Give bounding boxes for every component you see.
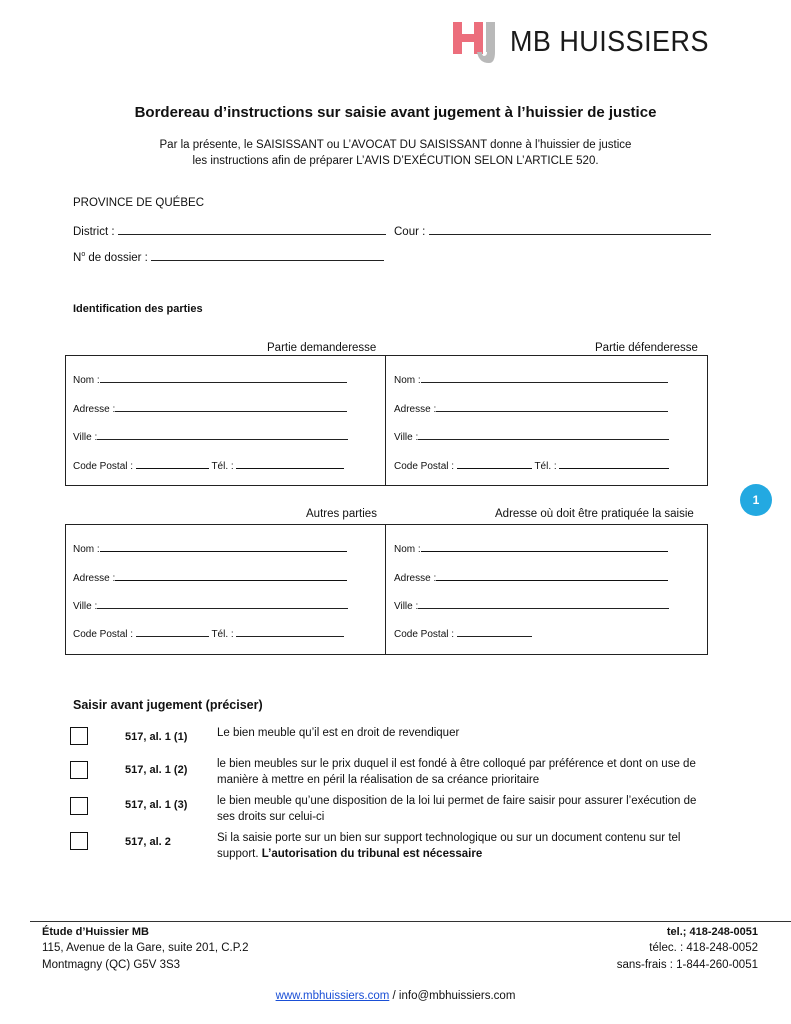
defenderesse-code-postal-field[interactable] bbox=[457, 458, 532, 469]
intro-line-1: Par la présente, le SAISISSANT ou L’AVOCAT DU SAISISSANT donne à l’huissier de justice bbox=[159, 139, 632, 151]
footer-sans-frais: sans-frais : 1-844-260-0051 bbox=[616, 959, 758, 971]
parties-box-2-divider bbox=[385, 524, 386, 655]
footer-telec: télec. : 418-248-0052 bbox=[649, 942, 758, 954]
parties-heading: Identification des parties bbox=[73, 303, 203, 315]
saisie-nom-field[interactable] bbox=[421, 541, 668, 552]
page-badge: 1 bbox=[740, 484, 772, 516]
footer-divider bbox=[30, 921, 791, 922]
option-4-ref: 517, al. 2 bbox=[125, 836, 171, 848]
adresse-label: Adresse : bbox=[394, 404, 437, 415]
ville-label: Ville : bbox=[73, 601, 98, 612]
district-label: District : bbox=[73, 226, 115, 238]
dossier-field[interactable] bbox=[151, 250, 384, 261]
code-postal-label: Code Postal : bbox=[73, 629, 134, 640]
demanderesse-code-postal-field[interactable] bbox=[136, 458, 209, 469]
option-3-checkbox[interactable] bbox=[70, 797, 88, 815]
parties-box-1-divider bbox=[385, 355, 386, 486]
cour-field[interactable] bbox=[429, 224, 711, 235]
intro-line-2: les instructions afin de préparer L’AVIS D’EXÉCUTION SELON L’ARTICLE 520. bbox=[192, 155, 599, 167]
option-4-bold-text: L’autorisation du tribunal est nécessaire bbox=[261, 848, 483, 860]
option-4-text: Si la saisie porte sur un bien sur support technologique ou sur un document contenu sur tel support. L’autorisation du tribunal est nécessaire bbox=[217, 832, 681, 860]
email-text[interactable]: info@mbhuissiers.com bbox=[398, 990, 516, 1002]
nom-label: Nom : bbox=[394, 544, 421, 555]
autres-nom-field[interactable] bbox=[100, 541, 347, 552]
defenderesse-nom-field[interactable] bbox=[421, 372, 668, 383]
option-1-text: Le bien meuble qu’il est en droit de revendiquer bbox=[217, 727, 460, 739]
option-1-checkbox[interactable] bbox=[70, 727, 88, 745]
option-1-ref: 517, al. 1 (1) bbox=[125, 731, 188, 743]
cour-label: Cour : bbox=[394, 226, 426, 238]
nom-label: Nom : bbox=[73, 375, 100, 386]
footer-address-1: 115, Avenue de la Gare, suite 201, C.P.2 bbox=[42, 942, 249, 954]
dossier-label: $N^o$ de dossier : bbox=[73, 251, 148, 264]
option-3-text: le bien meuble qu’une disposition de la loi lui permet de faire saisir pour assurer l’exécution de ses droits sur celui-ci bbox=[217, 795, 697, 823]
footer-tel: tel.; 418-248-0051 bbox=[666, 926, 758, 938]
tel-label: Tél. : bbox=[211, 461, 234, 472]
autres-parties-title: Autres parties bbox=[306, 508, 377, 520]
ville-label: Ville : bbox=[73, 432, 98, 443]
adresse-label: Adresse : bbox=[394, 573, 437, 584]
saisie-ville-field[interactable] bbox=[418, 598, 669, 609]
code-postal-label: Code Postal : bbox=[394, 629, 455, 640]
ville-label: Ville : bbox=[394, 432, 419, 443]
defenderesse-adresse-field[interactable] bbox=[436, 401, 668, 412]
contact-separator: / bbox=[392, 990, 396, 1002]
district-field[interactable] bbox=[118, 224, 386, 235]
partie-defenderesse-title: Partie défenderesse bbox=[595, 342, 698, 354]
option-2-ref: 517, al. 1 (2) bbox=[125, 764, 188, 776]
tel-label: Tél. : bbox=[534, 461, 557, 472]
option-2-text: le bien meubles sur le prix duquel il est fondé à être colloqué par préférence et dont on use de manière à mettre en péril la réalisation de sa créance prioritaire bbox=[217, 758, 696, 786]
option-3-ref: 517, al. 1 (3) bbox=[125, 799, 188, 811]
autres-code-postal-field[interactable] bbox=[136, 626, 209, 637]
ville-label: Ville : bbox=[394, 601, 419, 612]
saisir-heading: Saisir avant jugement (préciser) bbox=[73, 698, 263, 712]
partie-demanderesse-title: Partie demanderesse bbox=[267, 342, 377, 354]
document-title: Bordereau d’instructions sur saisie avant jugement à l’huissier de justice bbox=[134, 104, 657, 121]
province-label: PROVINCE DE QUÉBEC bbox=[73, 197, 204, 209]
autres-tel-field[interactable] bbox=[236, 626, 344, 637]
tel-label: Tél. : bbox=[211, 629, 234, 640]
demanderesse-adresse-field[interactable] bbox=[115, 401, 347, 412]
defenderesse-tel-field[interactable] bbox=[559, 458, 669, 469]
website-link[interactable]: www.mbhuissiers.com bbox=[275, 990, 390, 1002]
demanderesse-tel-field[interactable] bbox=[236, 458, 344, 469]
autres-ville-field[interactable] bbox=[97, 598, 348, 609]
option-4-checkbox[interactable] bbox=[70, 832, 88, 850]
demanderesse-ville-field[interactable] bbox=[97, 429, 348, 440]
saisie-code-postal-field[interactable] bbox=[457, 626, 532, 637]
code-postal-label: Code Postal : bbox=[73, 461, 134, 472]
footer-address-2: Montmagny (QC) G5V 3S3 bbox=[42, 959, 181, 971]
defenderesse-ville-field[interactable] bbox=[418, 429, 669, 440]
adresse-label: Adresse : bbox=[73, 404, 116, 415]
footer-company: Étude d’Huissier MB bbox=[42, 926, 149, 938]
autres-adresse-field[interactable] bbox=[115, 570, 347, 581]
footer-contact-line bbox=[0, 990, 791, 1002]
option-2-checkbox[interactable] bbox=[70, 761, 88, 779]
saisie-adresse-field[interactable] bbox=[436, 570, 668, 581]
logo-company-name: MB HUISSIERS bbox=[510, 26, 709, 58]
adresse-label: Adresse : bbox=[73, 573, 116, 584]
code-postal-label: Code Postal : bbox=[394, 461, 455, 472]
adresse-saisie-title: Adresse où doit être pratiquée la saisie bbox=[495, 508, 694, 520]
nom-label: Nom : bbox=[73, 544, 100, 555]
demanderesse-nom-field[interactable] bbox=[100, 372, 347, 383]
nom-label: Nom : bbox=[394, 375, 421, 386]
